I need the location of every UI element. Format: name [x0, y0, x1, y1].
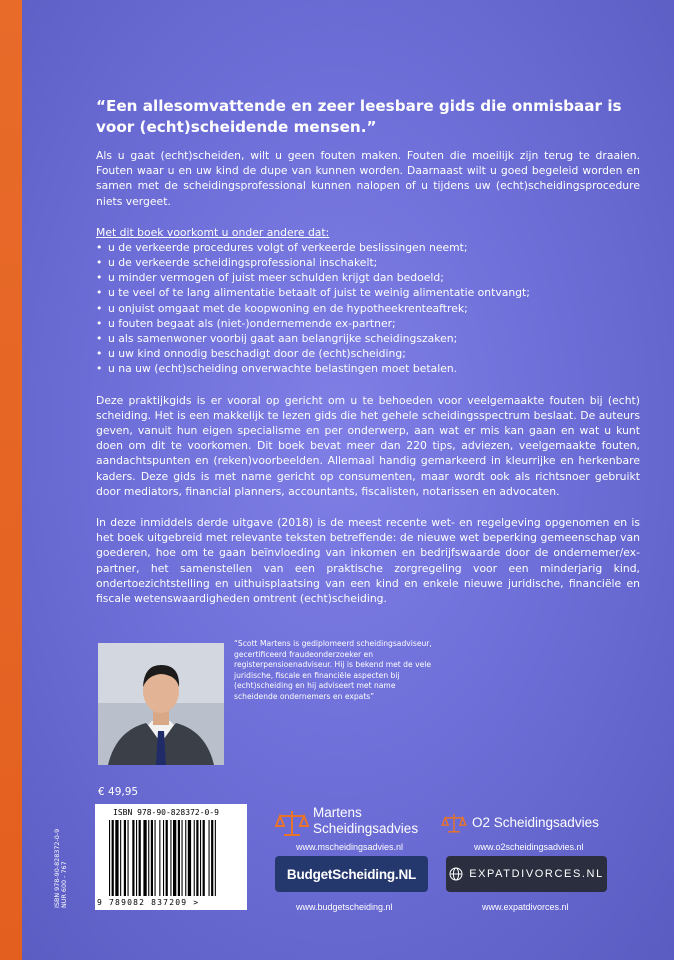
globe-icon	[449, 867, 463, 881]
expat-url[interactable]: www.expatdivorces.nl	[482, 902, 569, 912]
barcode-bar	[182, 820, 183, 896]
author-bio: “Scott Martens is gediplomeerd scheidingsadviseur, gecertificeerd fraudeonderzoeker en registerpensioenadviseur. Hij is bekend met de vele juridische, fiscale en financiële aspecten bij (echt)scheiding en hij adviseert met name scheidende ondernemers en expats”	[234, 639, 432, 701]
barcode-bar	[200, 820, 201, 896]
isbn-vertical-label: ISBN 978-90-828372-0-9	[53, 828, 61, 908]
barcode-bar	[109, 820, 110, 896]
isbn-barcode	[95, 804, 247, 910]
barcode-bar	[132, 820, 134, 896]
martens-logo	[276, 804, 436, 844]
edition-paragraph: In deze inmiddels derde uitgave (2018) is de meest recente wet- en regelgeving opgenomen en is het boek uitgebreid met relevante teksten betreffende: de nieuwe wet beperking gemeenschap van goederen, hoe om te gaan beïnvloeding van inkomen en bedrijfswaarde door de ondernemer/ex-partner, het samenstellen van een praktische zorgregeling voor een minderjarig kind, ondertoezichtstelling en uithuisplaatsing van een kind en enkele nieuwe juridische, financiële en fiscale wetenswaardigheden omtrent (echt)scheiding.	[96, 516, 640, 606]
barcode-bar	[185, 820, 186, 896]
budget-url[interactable]: www.budgetscheiding.nl	[296, 902, 393, 912]
barcode-bar	[136, 820, 137, 896]
barcode-bar	[178, 820, 180, 896]
barcode-bar	[209, 820, 210, 896]
o2-url[interactable]: www.o2scheidingsadvies.nl	[474, 842, 584, 852]
barcode-bar	[124, 820, 126, 896]
cover-quote: “Een allesomvattende en zeer leesbare gids die onmisbaar is voor (echt)scheidende mensen.”	[96, 97, 622, 136]
list-item: • u uw kind onnodig beschadigt door de (echt)scheiding;	[96, 346, 640, 361]
list-item: • u de verkeerde procedures volgt of verkeerde beslissingen neemt;	[96, 240, 640, 255]
list-item: • u de verkeerde scheidingsprofessional inschakelt;	[96, 255, 640, 270]
nur-vertical-label: NUR 600 - 767	[60, 861, 68, 908]
martens-name: Martens	[313, 805, 362, 820]
barcode-bar	[163, 820, 164, 896]
list-item: • u te veel of te lang alimentatie betaalt of juist te weinig alimentatie ontvangt;	[96, 285, 640, 300]
description-paragraph: Deze praktijkgids is er vooral op gericht om u te behoeden voor veelgemaakte fouten bij (echt) scheiding. Het is een makkelijk te lezen gids die het gehele scheidingsspectrum beslaat. De auteurs geven, vanuit hun eigen specialisme en per onderwerp, aan wat er mis kan gaan en wat u kunt doen om dit te voorkomen. Dit boek bevat meer dan 220 tips, adviezen, veelgemaakte fouten, aandachtspunten en (reken)voorbeelden. Allemaal handig gemarkeerd in kleurrijke en herkenbare kaders. Deze gids is met name gericht op consumenten, maar wordt ook als richtsnoer gebruikt door mediators, financial planners, accountants, fiscalisten, notarissen en advocaten.	[96, 393, 640, 498]
barcode-bar	[215, 820, 216, 896]
barcode-bar	[115, 820, 118, 896]
martens-subtitle: Scheidingsadvies	[313, 821, 419, 836]
barcode-bar	[211, 820, 213, 896]
barcode-bar	[173, 820, 176, 896]
expatdivorces-logo	[446, 856, 607, 892]
author-photo	[98, 643, 224, 765]
price: € 49,95	[98, 786, 139, 798]
barcode-bar	[170, 820, 171, 896]
barcode-bars-icon	[95, 804, 247, 910]
barcode-bar	[148, 820, 149, 896]
barcode-isbn-label: ISBN 978-90-828372-0-9	[113, 808, 219, 817]
scales-icon	[442, 812, 466, 834]
barcode-bar	[112, 820, 114, 896]
barcode-digits: 9 789082 837209 >	[97, 898, 200, 907]
expat-label: EXPATDIVORCES.NL	[469, 868, 604, 880]
barcode-bar	[155, 820, 156, 896]
barcode-bar	[196, 820, 198, 896]
barcode-bar	[120, 820, 121, 896]
barcode-bar	[203, 820, 205, 896]
barcode-bar	[139, 820, 141, 896]
intro-paragraph: Als u gaat (echt)scheiden, wilt u geen fouten maken. Fouten die moeilijk zijn terug te draaien. Fouten waar u en uw kind de dupe van kunnen worden. Daarnaast wilt u goed begeleid worden en samen met de scheidingsprofessional kunnen nalopen of u tijdens uw (echt)scheidingsprocedure niets vergeet.	[96, 149, 640, 208]
barcode-bar	[151, 820, 153, 896]
back-cover-text	[96, 96, 640, 606]
list-title: Met dit boek voorkomt u onder andere dat:	[96, 225, 330, 239]
o2-name: O2 Scheidingsadvies	[472, 815, 599, 830]
author-portrait-icon	[98, 643, 224, 765]
martens-url[interactable]: www.mscheidingsadvies.nl	[296, 842, 404, 852]
list-item: • u na uw (echt)scheiding onverwachte belastingen moet betalen.	[96, 361, 640, 376]
barcode-bar	[128, 820, 129, 896]
barcode-bar	[143, 820, 146, 896]
spine-stripe	[0, 0, 22, 960]
barcode-bar	[194, 820, 195, 896]
benefit-list	[96, 240, 640, 377]
list-item: • u minder vermogen of juist meer schulden krijgt dan bedoeld;	[96, 270, 640, 285]
scales-icon	[276, 808, 308, 838]
isbn-vertical-text	[54, 808, 66, 908]
barcode-bar	[166, 820, 168, 896]
o2-logo	[442, 812, 622, 834]
list-item: • u fouten begaat als (niet-)ondernemende ex-partner;	[96, 316, 640, 331]
list-item: • u onjuist omgaat met de koopwoning en de hypotheekrenteaftrek;	[96, 301, 640, 316]
barcode-bar	[159, 820, 160, 896]
barcode-bar	[188, 820, 191, 896]
budgetscheiding-logo: BudgetScheiding.NL	[275, 856, 428, 892]
list-item: • u als samenwoner voorbij gaat aan belangrijke scheidingszaken;	[96, 331, 640, 346]
